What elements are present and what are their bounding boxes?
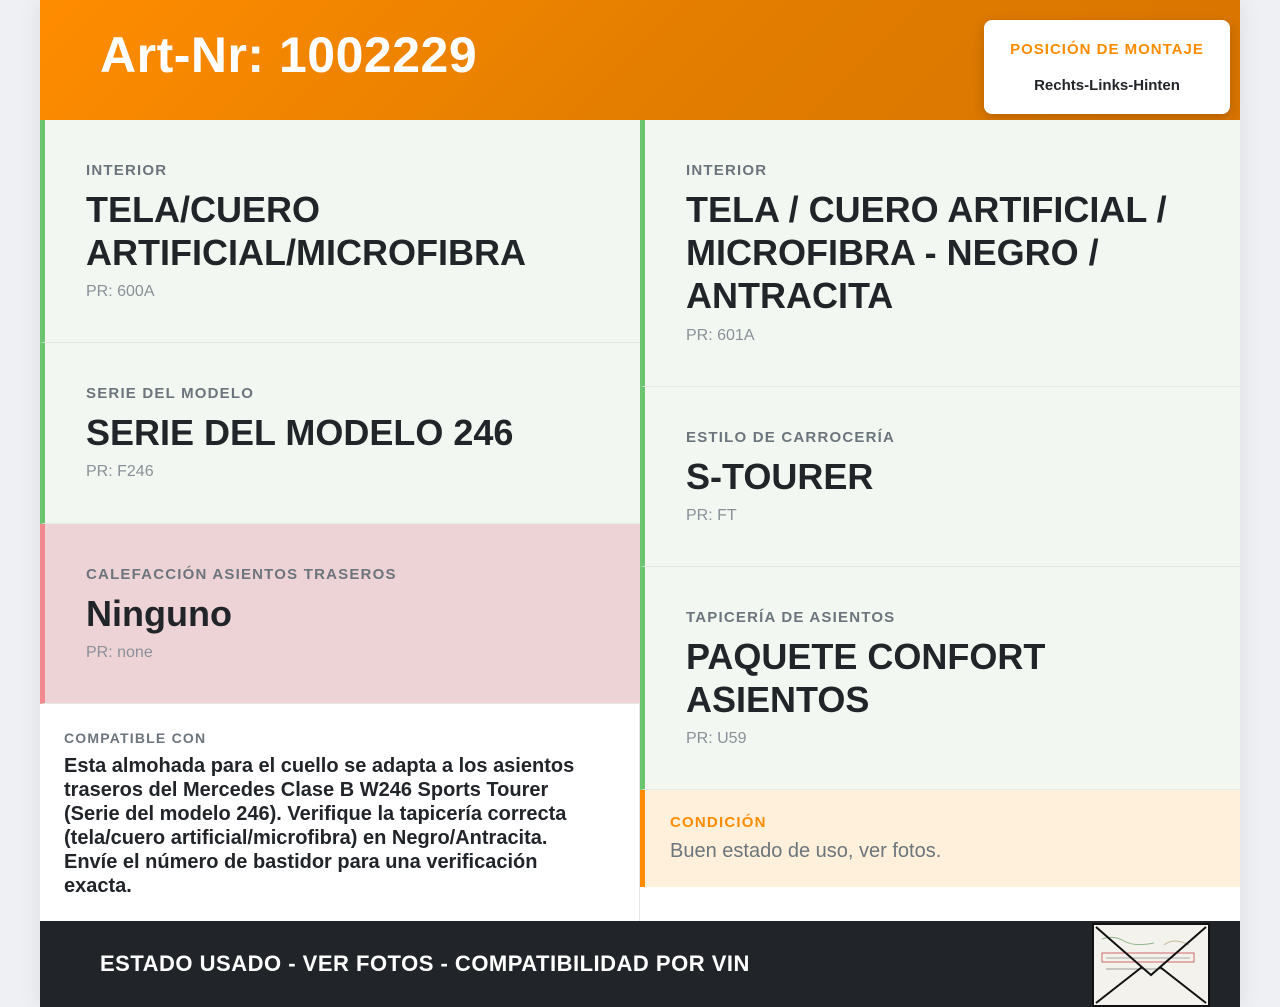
condition-text: Buen estado de uso, ver fotos.	[670, 840, 942, 862]
spec-pr-code: PR: none	[86, 644, 153, 661]
spec-label: INTERIOR	[686, 162, 768, 179]
condition-label: CONDICIÓN	[670, 814, 767, 831]
spec-pr-code: PR: FT	[686, 507, 737, 524]
spec-value: S-TOURER	[686, 456, 874, 497]
condition-section	[640, 790, 1240, 887]
mount-position-title: POSICIÓN DE MONTAJE	[1010, 41, 1204, 58]
article-number: Art-Nr: 1002229	[100, 27, 478, 83]
spec-label: TAPICERÍA DE ASIENTOS	[686, 609, 896, 626]
compatibility-label: COMPATIBLE CON	[64, 730, 207, 746]
spec-card-interior-left	[40, 120, 640, 343]
envelope-thumbnail-icon[interactable]	[1092, 923, 1210, 1007]
mount-position-value: Rechts-Links-Hinten	[1034, 77, 1180, 94]
spec-pr-code: PR: 601A	[686, 327, 755, 344]
envelope-icon	[1094, 925, 1208, 1005]
spec-pr-code: PR: U59	[686, 730, 747, 747]
footer-text: ESTADO USADO - VER FOTOS - COMPATIBILIDAD POR VIN	[100, 951, 750, 976]
footer-bar	[40, 921, 1240, 1007]
spec-card-seat-upholstery	[640, 567, 1240, 790]
spec-value: SERIE DEL MODELO 246	[86, 412, 514, 453]
spec-label: SERIE DEL MODELO	[86, 385, 255, 402]
spec-label: ESTILO DE CARROCERÍA	[686, 429, 896, 446]
compatibility-section	[40, 704, 640, 921]
spec-pr-code: PR: 600A	[86, 283, 155, 300]
mount-position-box	[984, 20, 1230, 114]
spec-value: TELA/CUERO ARTIFICIAL/MICROFIBRA	[86, 189, 526, 273]
spec-card-interior-right	[640, 120, 1240, 387]
spec-value: Ninguno	[86, 593, 232, 634]
spec-value: TELA / CUERO ARTIFICIAL / MICROFIBRA - NEGRO / ANTRACITA	[686, 189, 1167, 316]
compatibility-text: Esta almohada para el cuello se adapta a los asientos traseros del Mercedes Clase B W246 Sports Tourer (Serie del modelo 246). Verifique la tapicería correcta (tela/cuero artificial/microfibra) en Negro/Antracita. Envíe el número de bastidor para una verificación exacta.	[64, 755, 575, 897]
header-bar	[40, 0, 1240, 120]
spec-pr-code: PR: F246	[86, 463, 154, 480]
spec-label: CALEFACCIÓN ASIENTOS TRASEROS	[86, 566, 397, 583]
spec-card-rear-seat-heating	[40, 524, 640, 704]
product-sheet	[40, 0, 1240, 1007]
spec-value: PAQUETE CONFORT ASIENTOS	[686, 636, 1046, 720]
spec-label: INTERIOR	[86, 162, 168, 179]
spec-card-model-series	[40, 343, 640, 524]
spec-card-body-style	[640, 387, 1240, 567]
